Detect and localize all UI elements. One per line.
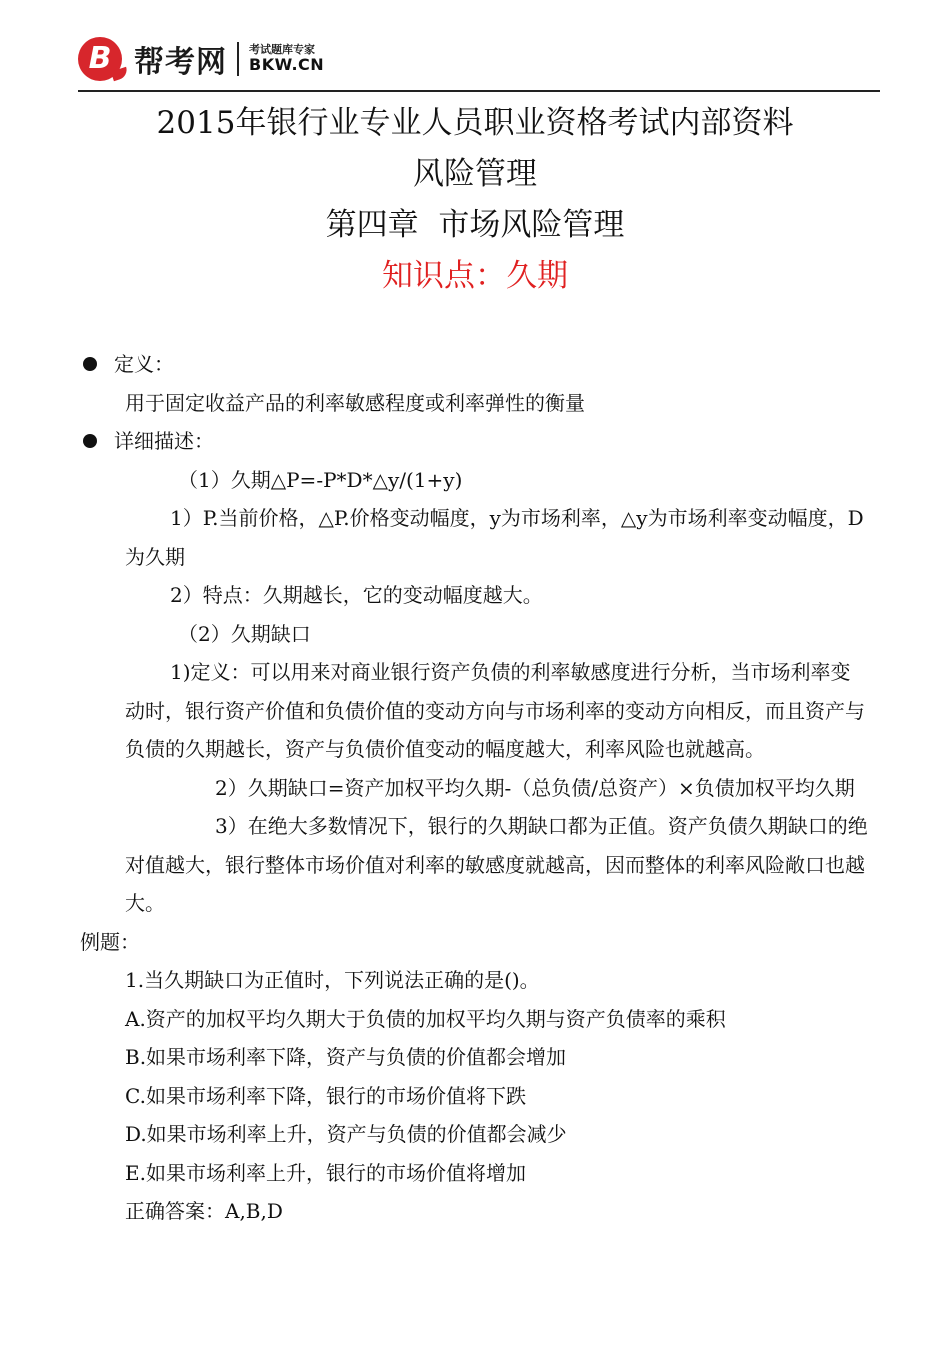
- brand-domain: BKW.CN: [249, 55, 325, 75]
- example-question: 1.当久期缺口为正值时，下列说法正确的是()。: [125, 968, 540, 992]
- correct-answer: 正确答案：A,B,D: [125, 1199, 283, 1223]
- page-header: [78, 34, 880, 92]
- logo-letter: B: [88, 41, 112, 76]
- brand-name: 帮考网: [134, 45, 227, 80]
- definition-label: 定义：: [114, 352, 174, 376]
- subject-title: 风险管理: [413, 156, 537, 192]
- example-option-a: A.资产的加权平均久期大于负债的加权平均久期与资产负债率的乘积: [125, 1006, 726, 1031]
- logo-divider: [237, 42, 239, 76]
- logo-b-icon: [78, 37, 122, 81]
- detail-label: 详细描述：: [114, 429, 214, 453]
- exam-title: 2015年银行业专业人员职业资格考试内部资料: [156, 105, 794, 141]
- detail-bullet: [80, 422, 870, 461]
- example-label: 例题：: [80, 929, 140, 954]
- brand-logo[interactable]: [78, 34, 324, 84]
- definition-bullet: [80, 345, 870, 384]
- document-titles: [0, 98, 950, 302]
- paragraph: 2）久期缺口=资产加权平均久期-（总负债/总资产）×负债加权平均久期: [215, 775, 855, 800]
- duration-formula: （1）久期△P=-P*D*△y/(1+y): [178, 467, 463, 492]
- example-option-b: B.如果市场利率下降，资产与负债的价值都会增加: [125, 1045, 567, 1069]
- paragraph: 1)定义：可以用来对商业银行资产负债的利率敏感度进行分析，当市场利率变动时，银行资产价值和负债价值的变动方向与市场利率的变动方向相反，而且资产与负债的久期越长，资产与负债价值变动的幅度越大，利率风险也就越高。: [125, 660, 865, 761]
- chapter-title: 第四章 市场风险管理: [325, 207, 625, 243]
- gap-heading: （2）久期缺口: [178, 621, 311, 646]
- example-option-c: C.如果市场利率下降，银行的市场价值将下跌: [125, 1083, 526, 1108]
- definition-text: 用于固定收益产品的利率敏感程度或利率弹性的衡量: [125, 390, 585, 415]
- logo-subtext: [249, 44, 324, 74]
- bullet-icon: [83, 434, 97, 448]
- document-body: [80, 345, 870, 1231]
- knowledge-point-title: 知识点：久期: [382, 258, 568, 294]
- example-option-d: D.如果市场利率上升，资产与负债的价值都会减少: [125, 1122, 567, 1146]
- paragraph: 2）特点：久期越长，它的变动幅度越大。: [170, 583, 543, 607]
- brand-tagline: 考试题库专家: [249, 43, 315, 57]
- bullet-icon: [83, 357, 97, 371]
- example-option-e: E.如果市场利率上升，银行的市场价值将增加: [125, 1160, 526, 1185]
- paragraph: 3）在绝大多数情况下，银行的久期缺口都为正值。资产负债久期缺口的绝对值越大，银行整体市场价值对利率的敏感度就越高，因而整体的利率风险敞口也越大。: [125, 814, 868, 915]
- paragraph: 1）P.当前价格，△P.价格变动幅度，y为市场利率，△y为市场利率变动幅度，D为久期: [125, 506, 864, 569]
